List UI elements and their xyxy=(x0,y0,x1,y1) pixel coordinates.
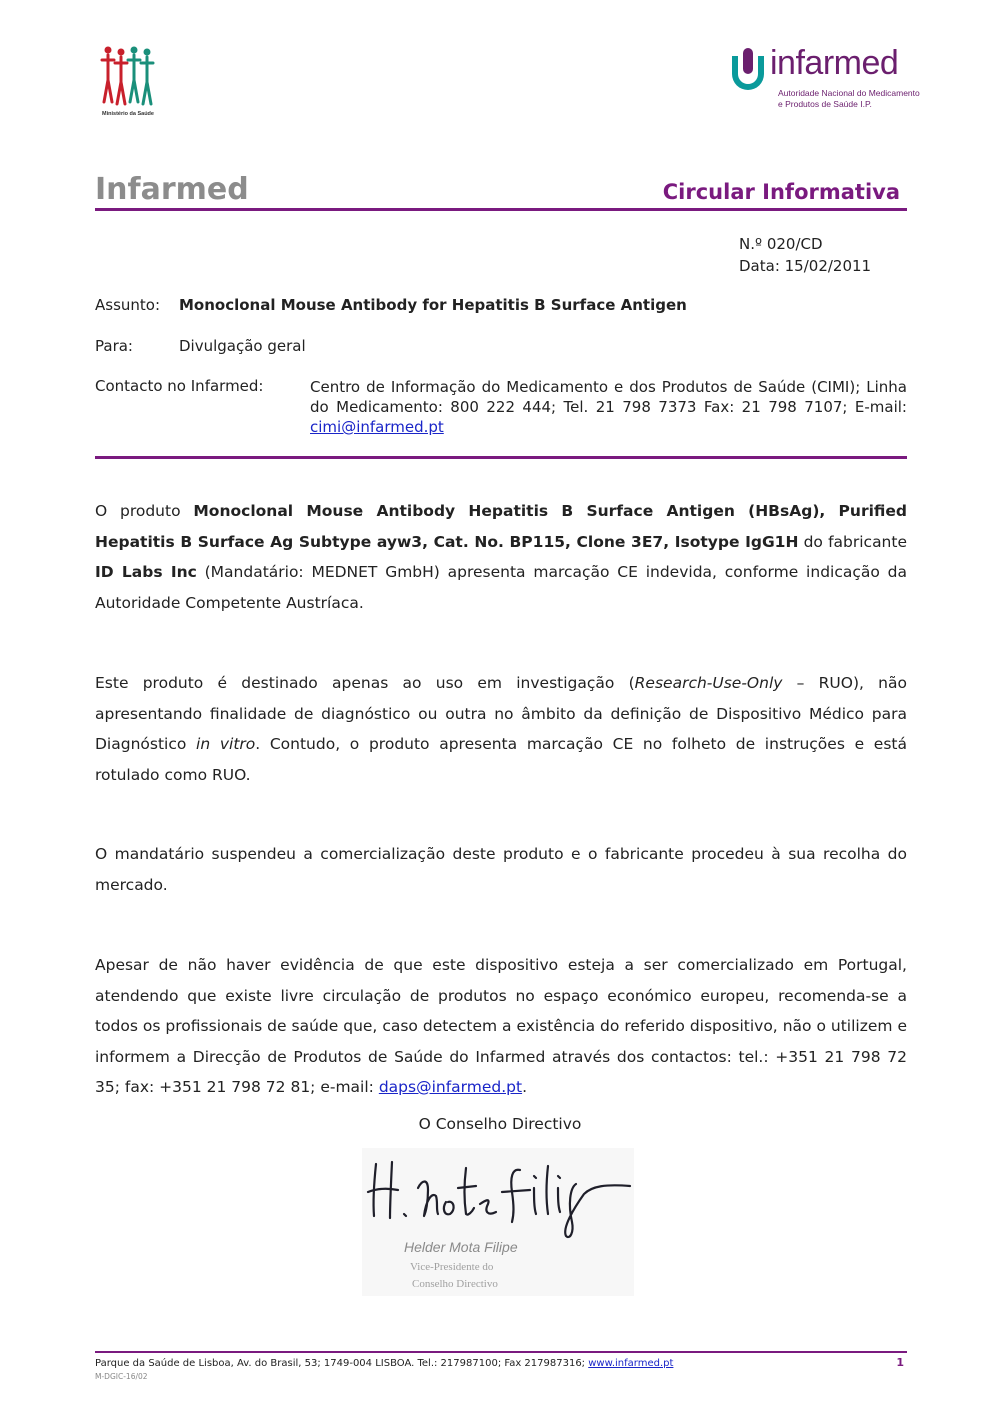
ministry-figures-icon xyxy=(96,44,160,110)
infarmed-logo-subtitle-2: e Produtos de Saúde I.P. xyxy=(778,99,872,109)
stamp-name: Helder Mota Filipe xyxy=(404,1239,518,1255)
p4-end: . xyxy=(522,1078,528,1096)
footer-form-code: M-DGIC-16/02 xyxy=(95,1372,148,1381)
header-divider xyxy=(95,208,907,211)
contact-details xyxy=(310,377,907,437)
page-number: 1 xyxy=(896,1356,904,1369)
infarmed-logo-subtitle-1: Autoridade Nacional do Medicamento xyxy=(778,88,920,98)
paragraph-ruo xyxy=(95,668,907,790)
closing-signatory: O Conselho Directivo xyxy=(418,1115,582,1133)
stamp-title-2: Conselho Directivo xyxy=(412,1278,498,1290)
infarmed-logo-wordmark: infarmed xyxy=(770,44,899,82)
subject-value: Monoclonal Mouse Antibody for Hepatitis B Surface Antigen xyxy=(179,296,687,314)
footer-divider xyxy=(95,1351,907,1353)
handwritten-signature-icon xyxy=(362,1148,634,1296)
manufacturer-name: ID Labs Inc xyxy=(95,563,197,581)
signature-image xyxy=(362,1148,634,1296)
p2-text-c: – RUO), não apresentando finalidade de diagnóstico ou outra no âmbito da definição de Dispositivo Médico para Diagnóstico xyxy=(95,674,907,753)
p1-text-e: (Mandatário: MEDNET GmbH) apresenta marcação CE indevida, conforme indicação da Autoridade Competente Austríaca. xyxy=(95,563,907,612)
recipient-value: Divulgação geral xyxy=(179,337,306,355)
p1-text-a: O produto xyxy=(95,502,194,520)
footer-website-link[interactable]: www.infarmed.pt xyxy=(588,1358,674,1369)
p2-text-a: Este produto é destinado apenas ao uso em investigação ( xyxy=(95,674,635,692)
p4-text: Apesar de não haver evidência de que este dispositivo esteja a ser comercializado em Portugal, atendendo que existe livre circulação de produtos no espaço económico europeu, recomenda-se a todos os profissionais de saúde que, caso detectem a existência do referido dispositivo, não o utilizem e informem a Direcção de Produtos de Saúde do Infarmed através dos contactos: tel.: +351 21 798 72 35; fax: +351 21 798 72 81; e-mail: xyxy=(95,956,907,1096)
document-type: Circular Informativa xyxy=(662,180,900,204)
footer-address-text: Parque da Saúde de Lisboa, Av. do Brasil, 53; 1749-004 LISBOA. Tel.: 217987100; Fax 217987316; xyxy=(95,1358,589,1369)
infarmed-drop-icon xyxy=(726,46,770,92)
stamp-title-1: Vice-Presidente do xyxy=(410,1261,494,1273)
ministry-logo xyxy=(96,44,160,122)
circular-date: Data: 15/02/2011 xyxy=(739,257,872,275)
contact-text: Centro de Informação do Medicamento e dos Produtos de Saúde (CIMI); Linha do Medicamento: 800 222 444; Tel. 21 798 7373 Fax: 21 798 7107; E-mail: xyxy=(310,378,907,416)
p1-text-c: do fabricante xyxy=(798,532,907,551)
contact-label: Contacto no Infarmed: xyxy=(95,377,264,395)
contact-email-link[interactable]: cimi@infarmed.pt xyxy=(310,418,444,436)
circular-number: N.º 020/CD xyxy=(739,235,823,253)
paragraph-recommendation xyxy=(95,950,907,1103)
paragraph-recall: O mandatário suspendeu a comercialização deste produto e o fabricante procedeu à sua recolha do mercado. xyxy=(95,845,907,894)
p2-in-vitro: in vitro xyxy=(196,735,256,753)
p2-text-e: . Contudo, o produto apresenta marcação CE no folheto de instruções e está rotulado como RUO. xyxy=(95,735,907,784)
section-divider xyxy=(95,456,907,459)
product-name: Monoclonal Mouse Antibody Hepatitis B Surface Antigen (HBsAg), Purified Hepatitis B Surface Ag Subtype ayw3, Cat. No. BP115, Clone 3E7, Isotype IgG1H xyxy=(95,502,907,551)
infarmed-logo xyxy=(726,44,926,114)
recipient-label: Para: xyxy=(95,337,133,355)
p2-ruo-term: Research-Use-Only xyxy=(634,674,783,692)
ministry-logo-caption: Ministério da Saúde xyxy=(102,111,154,117)
daps-email-link[interactable]: daps@infarmed.pt xyxy=(378,1078,523,1096)
subject-label: Assunto: xyxy=(95,296,161,314)
paragraph-product xyxy=(95,496,907,618)
footer-address xyxy=(95,1358,673,1369)
brand-title: Infarmed xyxy=(95,172,249,207)
